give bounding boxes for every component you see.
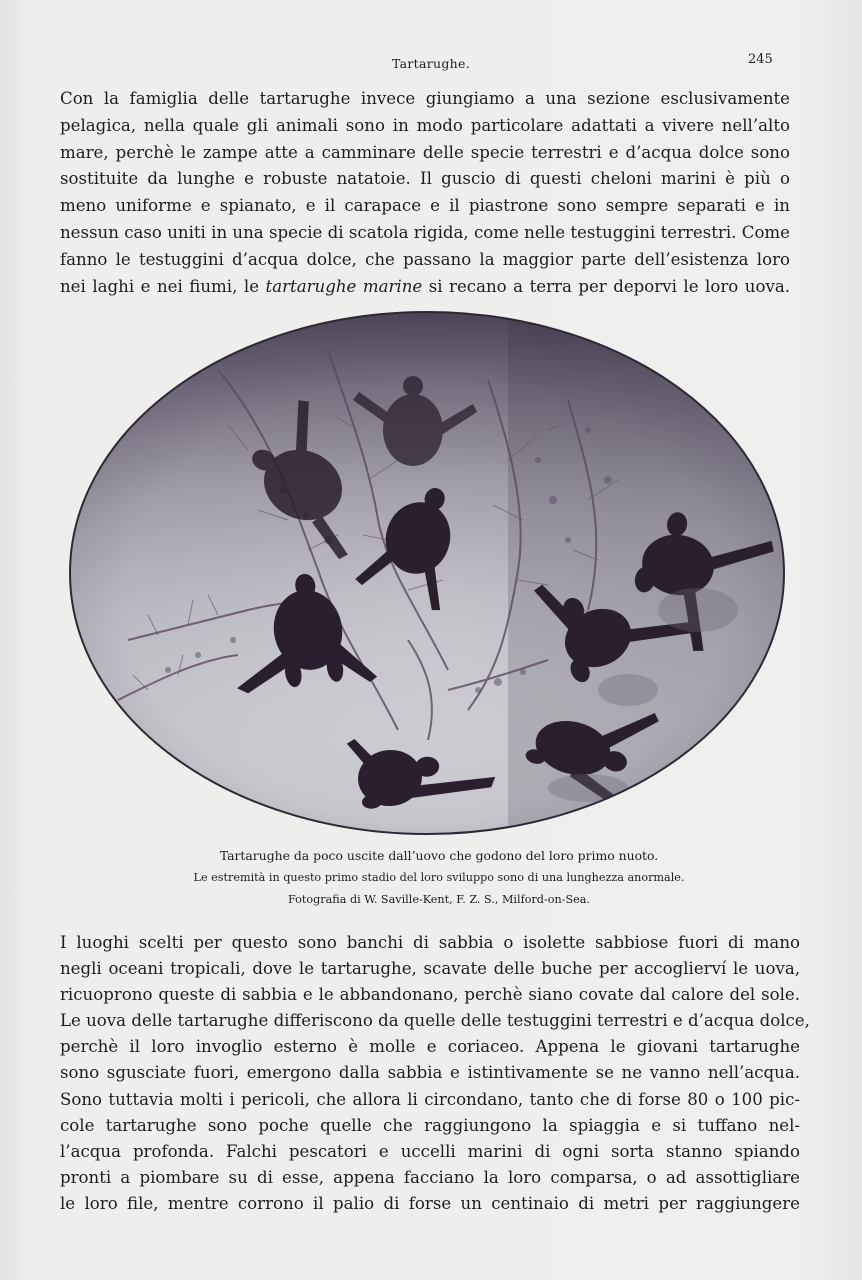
text-line: sostituite da lunghe e robuste natatoie. Il guscio di questi cheloni marini è più o	[60, 169, 790, 189]
text-line: l’acqua profonda. Falchi pescatori e uccelli marini di ogni sorta stanno spiando	[60, 1141, 800, 1161]
text-segment: si recano a terra per deporvi le loro uova.	[422, 276, 790, 296]
text-line: I luoghi scelti per questo sono banchi di sabbia o isolette sabbiose fuori di mano	[60, 933, 800, 952]
figure-caption-title: Tartarughe da poco uscite dall’uovo che godono del loro primo nuoto.	[219, 848, 659, 863]
sea-turtle-hatchlings-photo	[68, 310, 786, 836]
page-number: 245	[748, 52, 773, 67]
text-line: nessun caso uniti in una specie di scatola rigida, come nelle testuggini terrestri. Come	[60, 222, 790, 242]
text-line: cole tartarughe sono poche quelle che raggiungono la spiaggia e si tuffano nel-	[60, 1115, 800, 1135]
text-line: le loro file, mentre corrono il palio di forse un centinaio di metri per raggiungere	[60, 1193, 800, 1213]
text-line: Sono tuttavia molti i pericoli, che allora li circondano, tanto che di forse 80 o 100 pic-	[60, 1089, 800, 1109]
text-line: pelagica, nella quale gli animali sono in modo particolare adattati a vivere nell’alto	[60, 115, 790, 135]
figure-credit: Fotografia di W. Saville-Kent, F. Z. S., Milford-on-Sea.	[288, 893, 590, 906]
paragraph-1	[60, 86, 790, 300]
text-line: sono sgusciate fuori, emergono dalla sabbia e istintivamente se ne vanno nell’acqua.	[60, 1063, 800, 1083]
text-line: Con la famiglia delle tartarughe invece giungiamo a una sezione esclusivamente	[60, 89, 790, 108]
figure-caption-note: Le estremità in questo primo stadio del loro sviluppo sono di una lunghezza anormale.	[193, 871, 685, 884]
text-line: mare, perchè le zampe atte a camminare delle specie terrestri e d’acqua dolce sono	[60, 142, 790, 162]
text-line: Le uova delle tartarughe differiscono da quelle delle testuggini terrestri e d’acqua dolce,	[60, 1011, 810, 1031]
text-line: meno uniforme e spianato, e il carapace e il piastrone sono sempre separati e in	[60, 196, 790, 216]
text-line: negli oceani tropicali, dove le tartarughe, scavate delle buche per accoglierví le uova,	[60, 959, 800, 979]
text-line: ricuoprono queste di sabbia e le abbandonano, perchè siano covate dal calore del sole.	[60, 985, 800, 1005]
running-title: Tartarughe.	[391, 56, 471, 71]
paragraph-2	[60, 930, 810, 1217]
text-line: perchè il loro invoglio esterno è molle e coriaceo. Appena le giovani tartarughe	[60, 1037, 800, 1057]
text-line: fanno le testuggini d’acqua dolce, che passano la maggior parte dell’esistenza loro	[60, 249, 790, 269]
italic-term: tartarughe marine	[265, 276, 423, 296]
text-line	[60, 274, 790, 301]
text-segment: nei laghi e nei fiumi, le	[60, 276, 266, 296]
text-line: pronti a piombare su di esse, appena facciano la loro comparsa, o ad assottigliare	[60, 1167, 800, 1187]
